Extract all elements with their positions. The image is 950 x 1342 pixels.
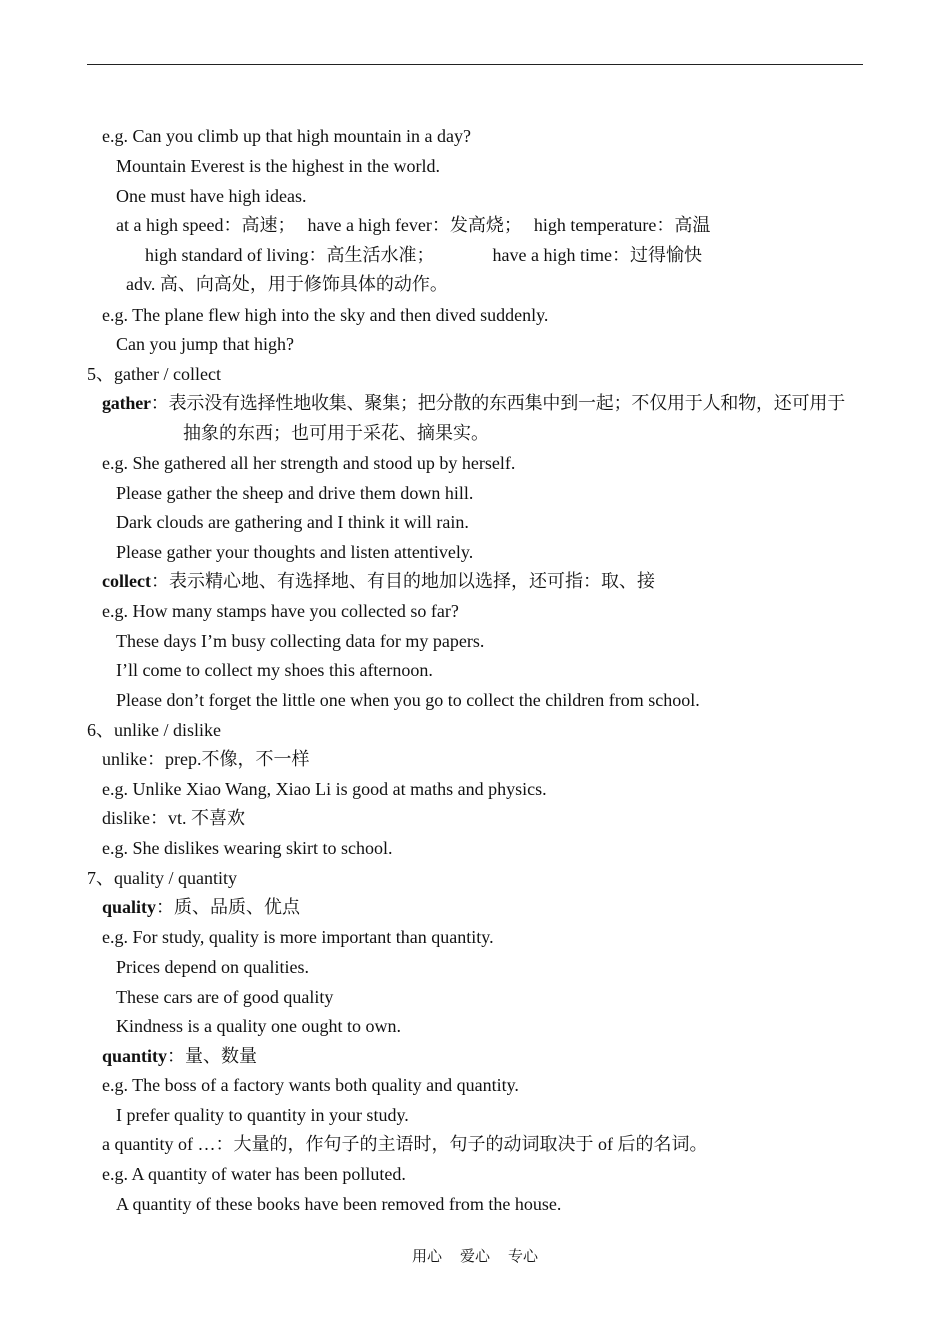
definition-line: 抽象的东西；也可用于采花、摘果实。 [183, 423, 489, 443]
definition-text: ：表示没有选择性地收集、聚集；把分散的东西集中到一起；不仅用于人和物，还可用于 [150, 393, 845, 413]
term: quality [102, 897, 157, 917]
phrase: high temperature：高温 [533, 215, 711, 235]
example-line: Mountain Everest is the highest in the world. [116, 156, 440, 176]
phrase-line [116, 214, 710, 236]
example-line: e.g. She dislikes wearing skirt to school. [102, 838, 393, 858]
example-line: e.g. Unlike Xiao Wang, Xiao Li is good at maths and physics. [102, 779, 547, 799]
definition-line: adv. 高、向高处，用于修饰具体的动作。 [126, 274, 448, 294]
example-line: Please don’t forget the little one when you go to collect the children from school. [116, 690, 700, 710]
example-line: e.g. The plane flew high into the sky and then dived suddenly. [102, 305, 549, 325]
example-line: One must have high ideas. [116, 186, 307, 206]
phrase: have a high time：过得愉快 [492, 245, 702, 265]
definition-line: unlike：prep.不像，不一样 [102, 749, 310, 769]
phrase-line [145, 244, 702, 266]
example-line: e.g. She gathered all her strength and stood up by herself. [102, 453, 516, 473]
example-line: Prices depend on qualities. [116, 957, 309, 977]
example-line: I prefer quality to quantity in your study. [116, 1105, 409, 1125]
example-line: These cars are of good quality [116, 987, 334, 1007]
example-line: A quantity of these books have been removed from the house. [116, 1194, 562, 1214]
example-line: Kindness is a quality one ought to own. [116, 1016, 401, 1036]
example-line: Please gather your thoughts and listen attentively. [116, 542, 474, 562]
example-line: These days I’m busy collecting data for my papers. [116, 631, 485, 651]
example-line: Dark clouds are gathering and I think it will rain. [116, 512, 469, 532]
definition-line [102, 570, 655, 592]
example-line: I’ll come to collect my shoes this afternoon. [116, 660, 433, 680]
example-line: e.g. How many stamps have you collected so far? [102, 601, 459, 621]
footer-word: 专心 [508, 1249, 539, 1265]
term: quantity [102, 1046, 168, 1066]
definition-text: ：表示精心地、有选择地、有目的地加以选择，还可指：取、接 [150, 571, 655, 591]
phrase: have a high fever：发高烧； [307, 215, 522, 235]
footer-word: 爱心 [459, 1249, 490, 1265]
example-line: e.g. Can you climb up that high mountain in a day? [102, 126, 471, 146]
section-heading: 6、unlike / dislike [87, 720, 221, 740]
definition-line [102, 896, 300, 918]
example-line: e.g. A quantity of water has been polluted. [102, 1164, 406, 1184]
term: collect [102, 571, 151, 591]
phrase: at a high speed：高速； [116, 215, 296, 235]
definition-text: ：质、品质、优点 [156, 897, 301, 917]
example-line: Please gather the sheep and drive them down hill. [116, 483, 474, 503]
term: gather [102, 393, 151, 413]
definition-line: dislike：vt. 不喜欢 [102, 808, 245, 828]
example-line: Can you jump that high? [116, 334, 294, 354]
example-line: e.g. The boss of a factory wants both quality and quantity. [102, 1075, 519, 1095]
section-heading: 7、quality / quantity [87, 868, 237, 888]
definition-text: ：量、数量 [167, 1046, 258, 1066]
header-rule [87, 64, 863, 65]
section-heading: 5、gather / collect [87, 364, 221, 384]
example-line: e.g. For study, quality is more important than quantity. [102, 927, 494, 947]
footer-word: 用心 [411, 1249, 442, 1265]
phrase: high standard of living：高生活水准； [145, 245, 435, 265]
definition-line: a quantity of …：大量的，作句子的主语时，句子的动词取决于 of 后的名词。 [102, 1134, 708, 1154]
definition-line [102, 392, 845, 414]
page-footer [0, 1247, 950, 1267]
definition-line [102, 1045, 257, 1067]
